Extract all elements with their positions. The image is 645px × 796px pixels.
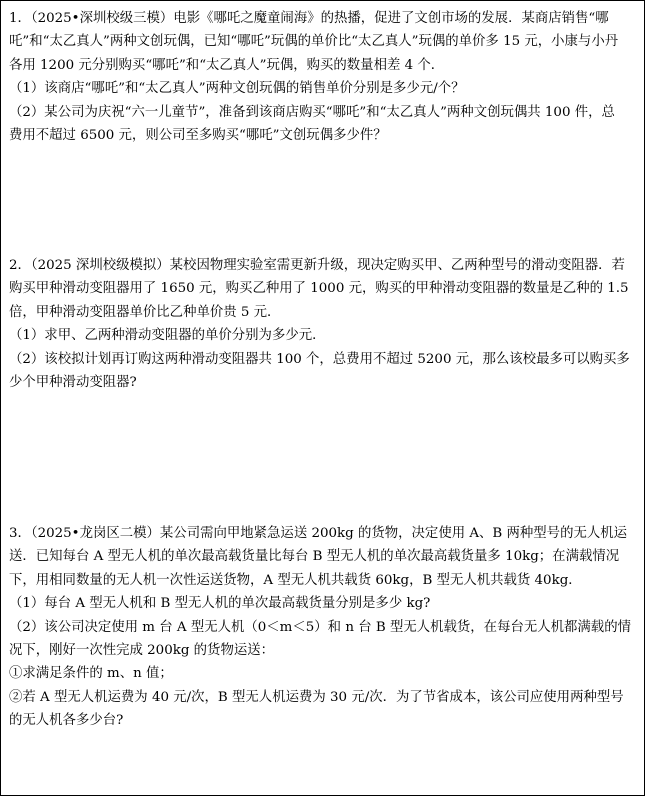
problem-1-line-2: 吒”和“太乙真人”两种文创玩偶，已知“哪吒”玩偶的单价比“太乙真人”玩偶的单价多 15 元，小康与小丹 bbox=[9, 34, 619, 50]
problem-2-line-3: 倍，甲种滑动变阻器单价比乙种单价贵 5 元． bbox=[9, 304, 281, 320]
problem-3-line-3: 下，用相同数量的无人机一次性运送货物，A 型无人机共载货 60kg，B 型无人机共载货 40kg． bbox=[9, 572, 582, 588]
problem-3-line-1: 3．（2025•龙岗区二模）某公司需向甲地紧急运送 200kg 的货物，决定使用 A、B 两种型号的无人机运 bbox=[9, 526, 628, 541]
problem-3-line-5: （2）该公司决定使用 m 台 A 型无人机（0＜m＜5）和 n 台 B 型无人机载货，在每台无人机都满载的情 bbox=[9, 619, 631, 635]
problem-1-line-3: 各用 1200 元分别购买“哪吒”和“太乙真人”玩偶，购买的数量相差 4 个． bbox=[9, 57, 445, 73]
problem-2-line-2: 购买甲种滑动变阻器用了 1650 元，购买乙种用了 1000 元，购买的甲种滑动变阻器的数量是乙种的 1.5 bbox=[9, 281, 629, 297]
problem-3-line-7: ①求满足条件的 m、n 值； bbox=[9, 666, 173, 682]
problem-2 bbox=[9, 254, 636, 394]
problem-3-line-2: 送．已知每台 A 型无人机的单次最高载货量比每台 B 型无人机的单次最高载货量多 10kg；在满载情况 bbox=[9, 549, 620, 565]
problem-2-line-6: 少个甲种滑动变阻器? bbox=[9, 374, 137, 390]
problem-1-line-1: 1．（2025•深圳校级三模）电影《哪吒之魔童闹海》的热播，促进了文创市场的发展．某商店销售“哪 bbox=[9, 11, 609, 26]
problem-3-line-8: ②若 A 型无人机运费为 40 元/次，B 型无人机运费为 30 元/次．为了节省成本，该公司应使用两种型号 bbox=[9, 689, 624, 705]
problem-1-line-6: 费用不超过 6500 元，则公司至多购买“哪吒”文创玩偶多少件？ bbox=[9, 127, 387, 143]
problem-3-line-9: 的无人机各多少台? bbox=[9, 713, 124, 729]
problem-1-line-4: （1）该商店“哪吒”和“太乙真人”两种文创玩偶的销售单价分别是多少元/个？ bbox=[9, 81, 465, 97]
problem-2-line-4: （1）求甲、乙两种滑动变阻器的单价分别为多少元． bbox=[9, 328, 326, 344]
problem-2-line-5: （2）该校拟计划再订购这两种滑动变阻器共 100 个，总费用不超过 5200 元，那么该校最多可以购买多 bbox=[9, 351, 630, 367]
problem-3 bbox=[9, 522, 636, 733]
problem-1 bbox=[9, 7, 636, 147]
problem-1-line-5: （2）某公司为庆祝“六一儿童节”，准备到该商店购买“哪吒”和“太乙真人”两种文创玩偶共 100 件，总 bbox=[9, 104, 615, 120]
problem-2-line-1: 2．（2025 深圳校级模拟）某校因物理实验室需更新升级，现决定购买甲、乙两种型号的滑动变阻器．若 bbox=[9, 258, 625, 273]
problem-3-line-6: 况下，刚好一次性完成 200kg 的货物运送： bbox=[9, 642, 275, 658]
problem-3-line-4: （1）每台 A 型无人机和 B 型无人机的单次最高载货量分别是多少 kg? bbox=[9, 596, 431, 612]
